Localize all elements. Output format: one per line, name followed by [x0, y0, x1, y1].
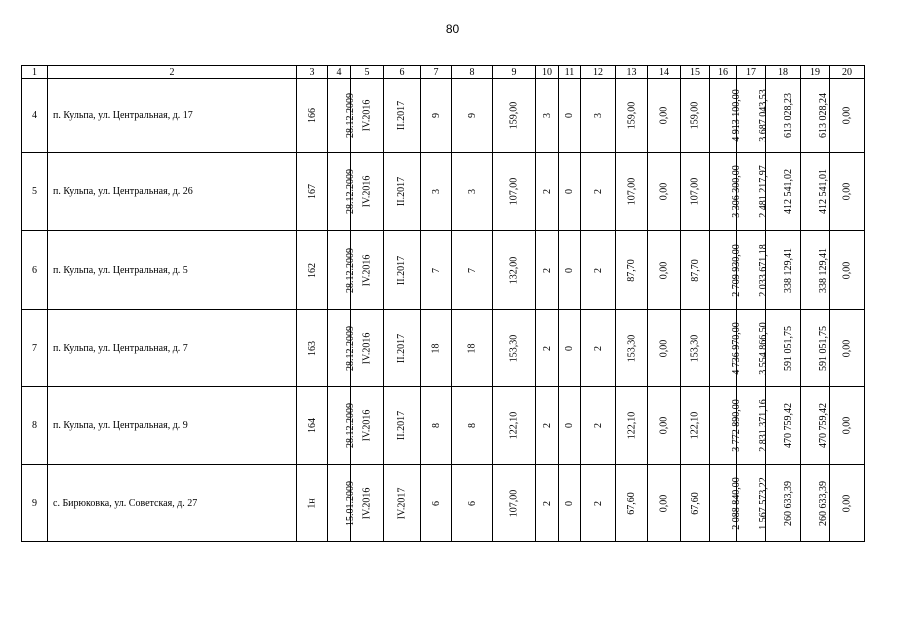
rooms-a-value: 0	[564, 113, 575, 118]
area-total-value: 67,60	[626, 491, 637, 515]
cost-local-value: 591 051,75	[818, 325, 829, 371]
rooms-a-cell	[559, 387, 581, 465]
area-other-value: 0,00	[658, 339, 670, 357]
residents-count-value: 8	[430, 423, 442, 428]
area-resettled-value: 67,60	[689, 491, 701, 515]
area-resettled-cell	[681, 231, 710, 310]
column-number-row	[22, 66, 865, 79]
rooms-total-value: 2	[541, 345, 553, 351]
row-number: 8	[22, 387, 48, 465]
cost-region-value: 613 028,23	[783, 93, 794, 138]
row-number: 4	[22, 79, 48, 153]
residents-count-cell	[421, 231, 452, 310]
area-value: 107,00	[508, 489, 520, 517]
rooms-b-value: 3	[592, 113, 604, 118]
start-period-value: IV.2016	[361, 254, 373, 286]
resettled-count-cell	[452, 387, 493, 465]
column-header: 8	[452, 66, 493, 79]
resettled-count-value: 6	[466, 500, 478, 506]
rooms-b-cell	[581, 153, 616, 231]
rooms-total-cell	[536, 310, 559, 387]
area-total-value: 153,30	[626, 334, 637, 362]
rooms-a-value: 0	[564, 423, 575, 428]
end-period-cell	[384, 465, 421, 542]
registry-number-value: 1н	[306, 497, 318, 509]
rooms-total-value: 2	[541, 423, 553, 428]
registry-number-value: 162	[306, 262, 318, 278]
rooms-b-value: 2	[592, 423, 604, 428]
area-other-value: 0,00	[658, 106, 670, 125]
end-period-value: II.2017	[396, 100, 408, 131]
cost-extra-cell	[830, 153, 865, 231]
area-resettled-value: 107,00	[689, 177, 701, 206]
date-cell	[328, 79, 356, 153]
residents-count-value: 6	[430, 500, 442, 506]
cost-total-cell	[710, 153, 742, 231]
rooms-total-cell	[536, 79, 559, 153]
cost-region-value: 591 051,75	[783, 325, 794, 371]
start-period-value: IV.2016	[361, 409, 373, 442]
cost-fund-value: 2 831 371,16	[757, 399, 769, 452]
cost-total-cell	[710, 387, 742, 465]
registry-number-cell	[297, 465, 328, 542]
column-header: 2	[48, 66, 297, 79]
cost-region-cell	[766, 231, 801, 310]
area-cell	[493, 465, 536, 542]
row-number: 9	[22, 465, 48, 542]
cost-extra-value: 0,00	[841, 416, 853, 435]
area-other-value: 0,00	[658, 182, 670, 201]
resettled-count-cell	[452, 153, 493, 231]
area-cell	[493, 387, 536, 465]
cost-fund-value: 2 033 671,18	[757, 243, 769, 297]
rooms-total-cell	[536, 465, 559, 542]
start-period-value: IV.2016	[361, 332, 373, 364]
cost-total-cell	[710, 231, 742, 310]
start-period-value: IV.2016	[361, 99, 373, 132]
area-resettled-cell	[681, 310, 710, 387]
table-row	[22, 153, 865, 231]
date-cell	[328, 310, 356, 387]
area-other-cell	[648, 387, 681, 465]
cost-region-cell	[766, 79, 801, 153]
rooms-total-value: 2	[541, 189, 553, 194]
cost-extra-value: 0,00	[841, 182, 853, 201]
area-resettled-cell	[681, 465, 710, 542]
date-value: 28.12.2009	[345, 169, 356, 214]
area-resettled-value: 87,70	[689, 258, 701, 282]
resettled-count-value: 18	[466, 343, 478, 353]
area-resettled-cell	[681, 387, 710, 465]
area-value: 107,00	[508, 177, 520, 206]
cost-total-value: 3 772 890,00	[730, 399, 742, 452]
column-header: 17	[737, 66, 766, 79]
rooms-total-cell	[536, 231, 559, 310]
cost-extra-value: 0,00	[841, 261, 853, 279]
registry-number-value: 164	[306, 418, 318, 433]
resettled-count-cell	[452, 79, 493, 153]
cost-fund-value: 3 687 043,53	[757, 89, 769, 142]
cost-extra-value: 0,00	[841, 494, 853, 512]
rooms-a-cell	[559, 310, 581, 387]
column-header: 19	[801, 66, 830, 79]
resettled-count-value: 9	[466, 113, 478, 118]
column-header: 6	[384, 66, 421, 79]
date-cell	[328, 231, 356, 310]
rooms-b-cell	[581, 231, 616, 310]
row-number: 6	[22, 231, 48, 310]
residents-count-cell	[421, 465, 452, 542]
date-value: 28.12.2009	[345, 93, 356, 138]
area-resettled-value: 159,00	[689, 101, 701, 130]
table-row	[22, 310, 865, 387]
end-period-value: II.2017	[396, 410, 408, 441]
cost-total-value: 2 709 930,00	[730, 243, 742, 297]
area-resettled-cell	[681, 153, 710, 231]
cost-total-cell	[710, 465, 742, 542]
cost-local-value: 260 633,39	[818, 480, 829, 526]
residents-count-cell	[421, 310, 452, 387]
resettled-count-cell	[452, 465, 493, 542]
date-value: 28.12.2009	[345, 325, 356, 371]
rooms-b-cell	[581, 79, 616, 153]
table-row	[22, 79, 865, 153]
end-period-cell	[384, 310, 421, 387]
area-resettled-cell	[681, 79, 710, 153]
cost-region-cell	[766, 387, 801, 465]
area-resettled-value: 153,30	[689, 334, 701, 362]
cost-local-cell	[801, 153, 830, 231]
registry-number-value: 166	[306, 108, 318, 123]
date-cell	[328, 153, 356, 231]
area-total-value: 122,10	[626, 411, 637, 440]
date-cell	[328, 465, 356, 542]
area-value: 153,30	[508, 334, 520, 362]
area-value: 122,10	[508, 411, 520, 440]
cost-extra-cell	[830, 465, 865, 542]
area-other-cell	[648, 153, 681, 231]
date-value: 28.12.2009	[345, 403, 356, 448]
address-cell: п. Кульпа, ул. Центральная, д. 5	[48, 231, 297, 310]
cost-fund-value: 1 567 573,22	[757, 476, 769, 530]
area-other-cell	[648, 79, 681, 153]
end-period-cell	[384, 153, 421, 231]
column-header: 7	[421, 66, 452, 79]
cost-total-cell	[710, 310, 742, 387]
end-period-value: II.2017	[396, 333, 408, 363]
cost-total-value: 3 306 300,00	[730, 165, 742, 218]
end-period-cell	[384, 387, 421, 465]
cost-total-value: 4 913 100,00	[730, 89, 742, 142]
date-cell	[328, 387, 356, 465]
resettled-count-cell	[452, 310, 493, 387]
end-period-cell	[384, 79, 421, 153]
cost-extra-cell	[830, 79, 865, 153]
rooms-b-cell	[581, 310, 616, 387]
cost-fund-value: 2 481 217,97	[757, 165, 769, 218]
cost-local-value: 412 541,01	[818, 169, 829, 214]
registry-number-cell	[297, 387, 328, 465]
rooms-b-value: 2	[592, 189, 604, 194]
end-period-value: II.2017	[396, 176, 408, 207]
cost-local-value: 338 129,41	[818, 247, 829, 293]
registry-number-value: 167	[306, 184, 318, 199]
area-total-cell	[616, 310, 648, 387]
start-period-value: IV.2016	[361, 487, 373, 519]
table-row	[22, 231, 865, 310]
rooms-a-value: 0	[564, 267, 575, 273]
area-cell	[493, 231, 536, 310]
area-cell	[493, 310, 536, 387]
column-header: 13	[616, 66, 648, 79]
cost-total-value: 2 088 840,00	[730, 476, 742, 530]
rooms-total-cell	[536, 387, 559, 465]
rooms-total-cell	[536, 153, 559, 231]
column-header: 15	[681, 66, 710, 79]
registry-number-cell	[297, 79, 328, 153]
date-value: 15.01.2009	[345, 480, 356, 526]
resettled-count-value: 8	[466, 423, 478, 428]
rooms-b-cell	[581, 387, 616, 465]
end-period-value: II.2017	[396, 255, 408, 285]
table-row	[22, 387, 865, 465]
cost-extra-value: 0,00	[841, 106, 853, 125]
cost-local-cell	[801, 387, 830, 465]
end-period-cell	[384, 231, 421, 310]
cost-region-value: 412 541,02	[783, 169, 794, 214]
residents-count-value: 18	[430, 343, 442, 353]
area-total-value: 107,00	[626, 177, 637, 206]
row-number: 7	[22, 310, 48, 387]
cost-extra-cell	[830, 231, 865, 310]
area-total-value: 87,70	[626, 258, 637, 282]
rooms-b-value: 2	[592, 267, 604, 273]
date-value: 28.12.2009	[345, 247, 356, 293]
cost-region-value: 470 759,42	[783, 403, 794, 448]
cost-fund-value: 3 554 866,50	[757, 321, 769, 375]
area-total-cell	[616, 387, 648, 465]
rooms-total-value: 2	[541, 267, 553, 273]
cost-region-value: 260 633,39	[783, 480, 794, 526]
registry-number-value: 163	[306, 340, 318, 356]
address-cell: п. Кульпа, ул. Центральная, д. 9	[48, 387, 297, 465]
column-header: 16	[710, 66, 737, 79]
table-row	[22, 465, 865, 542]
start-period-value: IV.2016	[361, 175, 373, 208]
cost-region-cell	[766, 465, 801, 542]
residents-count-cell	[421, 387, 452, 465]
cost-local-cell	[801, 310, 830, 387]
area-other-cell	[648, 465, 681, 542]
column-header: 14	[648, 66, 681, 79]
resettled-count-value: 3	[466, 189, 478, 194]
residents-count-value: 7	[430, 267, 442, 273]
registry-number-cell	[297, 153, 328, 231]
area-value: 159,00	[508, 101, 520, 130]
area-cell	[493, 79, 536, 153]
residents-count-cell	[421, 79, 452, 153]
cost-region-cell	[766, 153, 801, 231]
cost-local-cell	[801, 465, 830, 542]
residents-count-value: 3	[430, 189, 442, 194]
cost-region-value: 338 129,41	[783, 247, 794, 293]
rooms-a-cell	[559, 465, 581, 542]
rooms-a-value: 0	[564, 345, 575, 351]
column-header: 5	[351, 66, 384, 79]
cost-local-cell	[801, 231, 830, 310]
rooms-total-value: 3	[541, 113, 553, 118]
column-header: 10	[536, 66, 559, 79]
rooms-b-cell	[581, 465, 616, 542]
area-total-cell	[616, 153, 648, 231]
cost-region-cell	[766, 310, 801, 387]
rooms-a-cell	[559, 79, 581, 153]
address-cell: п. Кульпа, ул. Центральная, д. 7	[48, 310, 297, 387]
column-header: 3	[297, 66, 328, 79]
area-other-value: 0,00	[658, 261, 670, 279]
resettled-count-cell	[452, 231, 493, 310]
area-cell	[493, 153, 536, 231]
column-header: 18	[766, 66, 801, 79]
area-resettled-value: 122,10	[689, 411, 701, 440]
cost-local-cell	[801, 79, 830, 153]
register-table	[21, 65, 865, 542]
rooms-b-value: 2	[592, 500, 604, 506]
registry-number-cell	[297, 310, 328, 387]
cost-local-value: 613 028,24	[818, 93, 829, 138]
column-header: 4	[328, 66, 351, 79]
area-total-cell	[616, 231, 648, 310]
address-cell: п. Кульпа, ул. Центральная, д. 17	[48, 79, 297, 153]
column-header: 9	[493, 66, 536, 79]
residents-count-value: 9	[430, 113, 442, 118]
cost-extra-value: 0,00	[841, 339, 853, 357]
rooms-total-value: 2	[541, 500, 553, 506]
rooms-a-value: 0	[564, 500, 575, 506]
area-total-cell	[616, 465, 648, 542]
area-other-cell	[648, 231, 681, 310]
rooms-a-cell	[559, 231, 581, 310]
area-other-value: 0,00	[658, 416, 670, 435]
rooms-a-value: 0	[564, 189, 575, 194]
residents-count-cell	[421, 153, 452, 231]
cost-total-value: 4 736 970,00	[730, 321, 742, 375]
rooms-a-cell	[559, 153, 581, 231]
end-period-value: IV.2017	[396, 487, 408, 519]
column-header: 20	[830, 66, 865, 79]
area-other-value: 0,00	[658, 494, 670, 512]
address-cell: п. Кульпа, ул. Центральная, д. 26	[48, 153, 297, 231]
cost-extra-cell	[830, 310, 865, 387]
column-header: 12	[581, 66, 616, 79]
area-total-value: 159,00	[626, 101, 637, 130]
cost-local-value: 470 759,42	[818, 403, 829, 448]
column-header: 1	[22, 66, 48, 79]
area-total-cell	[616, 79, 648, 153]
cost-total-cell	[710, 79, 742, 153]
resettled-count-value: 7	[466, 267, 478, 273]
rooms-b-value: 2	[592, 345, 604, 351]
address-cell: с. Бирюковка, ул. Советская, д. 27	[48, 465, 297, 542]
page-number: 80	[445, 22, 460, 36]
row-number: 5	[22, 153, 48, 231]
registry-number-cell	[297, 231, 328, 310]
area-other-cell	[648, 310, 681, 387]
cost-extra-cell	[830, 387, 865, 465]
area-value: 132,00	[508, 256, 520, 284]
column-header: 11	[559, 66, 581, 79]
